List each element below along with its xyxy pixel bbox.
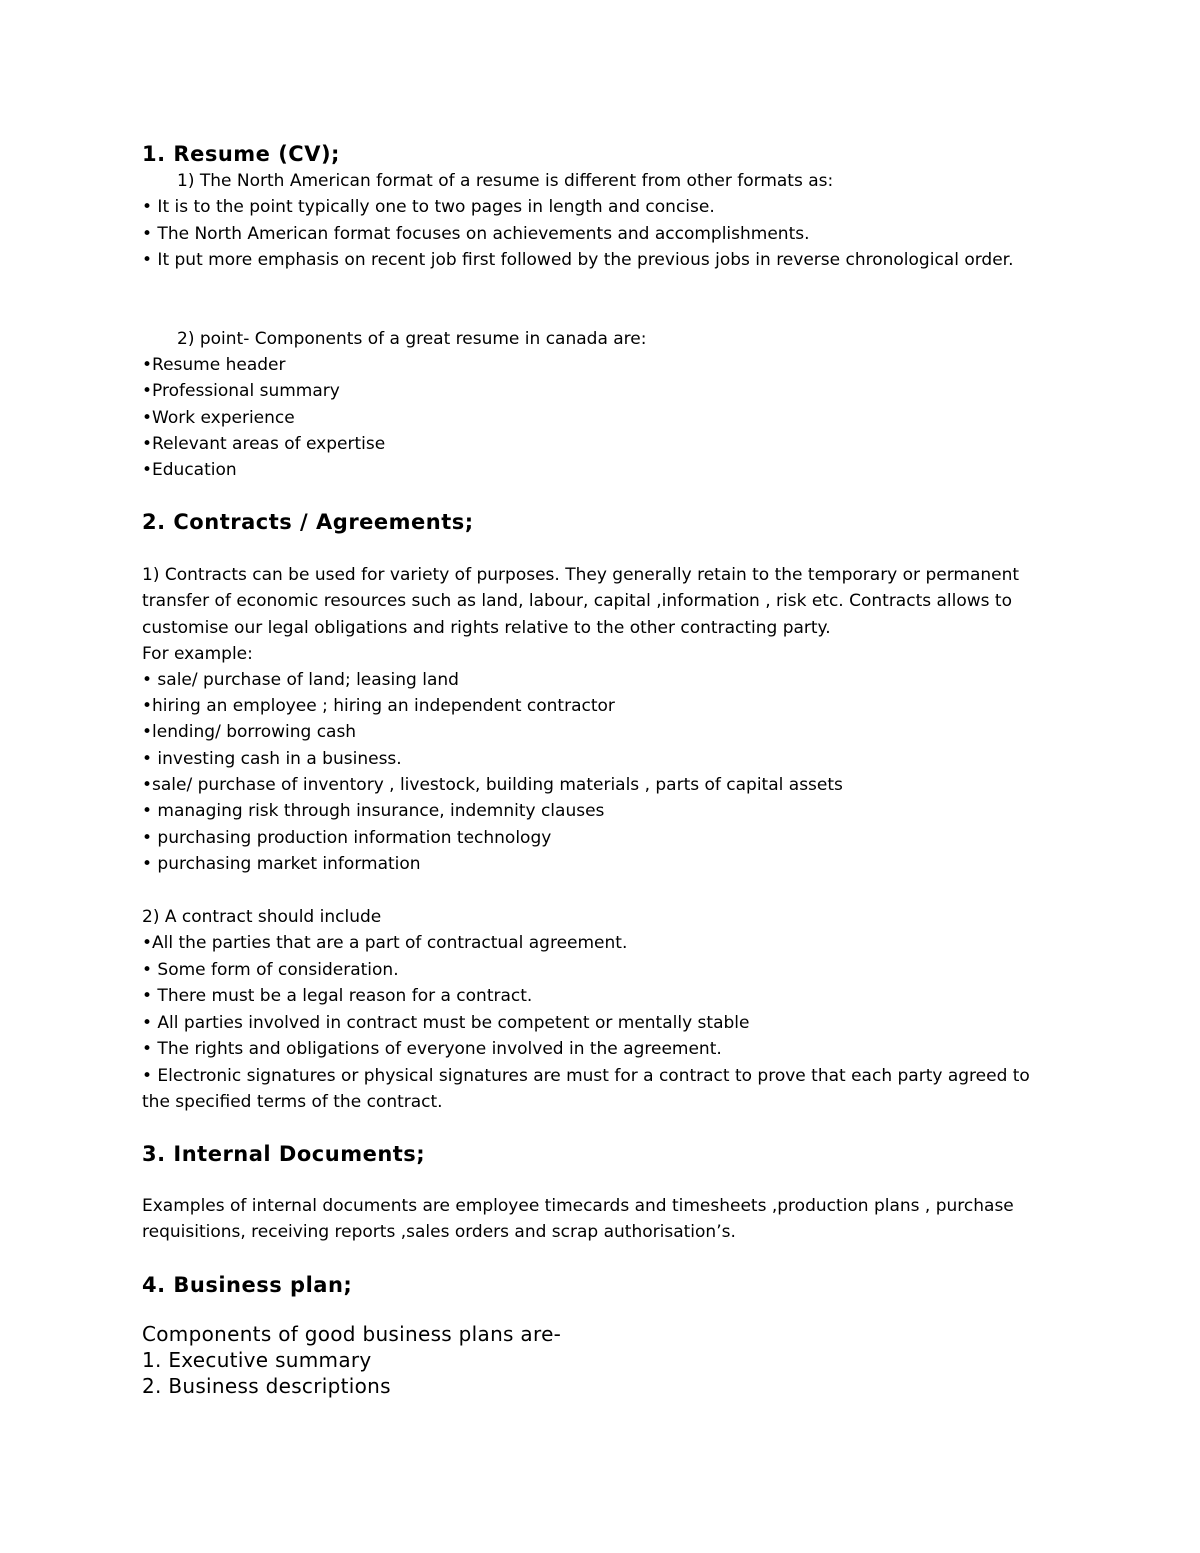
- business-plan-line: 2. Business descriptions: [142, 1374, 391, 1398]
- business-plan-line: 1. Executive summary: [142, 1348, 372, 1372]
- contracts-subpoint-2: 2) A contract should include: [142, 907, 382, 927]
- section-heading-resume: 1. Resume (CV);: [142, 142, 340, 166]
- contracts-paragraph-line: transfer of economic resources such as land, labour, capital ,information , risk etc. Contracts allows to: [142, 591, 1012, 611]
- contracts-example-item: • purchasing production information technology: [142, 828, 552, 848]
- internal-documents-line: requisitions, receiving reports ,sales orders and scrap authorisation’s.: [142, 1222, 736, 1242]
- contracts-example-item: •hiring an employee ; hiring an independent contractor: [142, 696, 615, 716]
- resume-subpoint-2: 2) point- Components of a great resume in canada are:: [177, 329, 647, 349]
- contracts-include-item: • All parties involved in contract must be competent or mentally stable: [142, 1013, 750, 1033]
- resume-component-item: •Education: [142, 460, 237, 480]
- contracts-paragraph-line: 1) Contracts can be used for variety of purposes. They generally retain to the temporary or permanent: [142, 565, 1020, 585]
- contracts-include-item: •All the parties that are a part of contractual agreement.: [142, 933, 628, 953]
- contracts-include-item: • The rights and obligations of everyone involved in the agreement.: [142, 1039, 722, 1059]
- contracts-include-item: • Some form of consideration.: [142, 960, 399, 980]
- contracts-include-item: • Electronic signatures or physical signatures are must for a contract to prove that each party agreed to: [142, 1066, 1030, 1086]
- contracts-example-item: • sale/ purchase of land; leasing land: [142, 670, 459, 690]
- contracts-example-item: • purchasing market information: [142, 854, 421, 874]
- contracts-example-item: •sale/ purchase of inventory , livestock, building materials , parts of capital assets: [142, 775, 843, 795]
- resume-component-item: •Resume header: [142, 355, 286, 375]
- section-heading-business-plan: 4. Business plan;: [142, 1273, 353, 1297]
- contracts-paragraph-line: customise our legal obligations and rights relative to the other contracting party.: [142, 618, 831, 638]
- contracts-example-item: • investing cash in a business.: [142, 749, 402, 769]
- contracts-include-item: • There must be a legal reason for a contract.: [142, 986, 533, 1006]
- resume-bullet: • It put more emphasis on recent job first followed by the previous jobs in reverse chronological order.: [142, 250, 1014, 270]
- contracts-example-label: For example:: [142, 644, 253, 664]
- resume-component-item: •Relevant areas of expertise: [142, 434, 386, 454]
- business-plan-line: Components of good business plans are-: [142, 1322, 562, 1346]
- contracts-example-item: • managing risk through insurance, indemnity clauses: [142, 801, 605, 821]
- contracts-example-item: •lending/ borrowing cash: [142, 722, 357, 742]
- resume-component-item: •Professional summary: [142, 381, 340, 401]
- section-heading-internal-documents: 3. Internal Documents;: [142, 1142, 426, 1166]
- contracts-include-item: the specified terms of the contract.: [142, 1092, 443, 1112]
- resume-subpoint-1: 1) The North American format of a resume is different from other formats as:: [177, 171, 834, 191]
- resume-bullet: • It is to the point typically one to two pages in length and concise.: [142, 197, 715, 217]
- resume-bullet: • The North American format focuses on achievements and accomplishments.: [142, 224, 810, 244]
- internal-documents-line: Examples of internal documents are employee timecards and timesheets ,production plans , purchase: [142, 1196, 1014, 1216]
- section-heading-contracts: 2. Contracts / Agreements;: [142, 510, 474, 534]
- resume-component-item: •Work experience: [142, 408, 295, 428]
